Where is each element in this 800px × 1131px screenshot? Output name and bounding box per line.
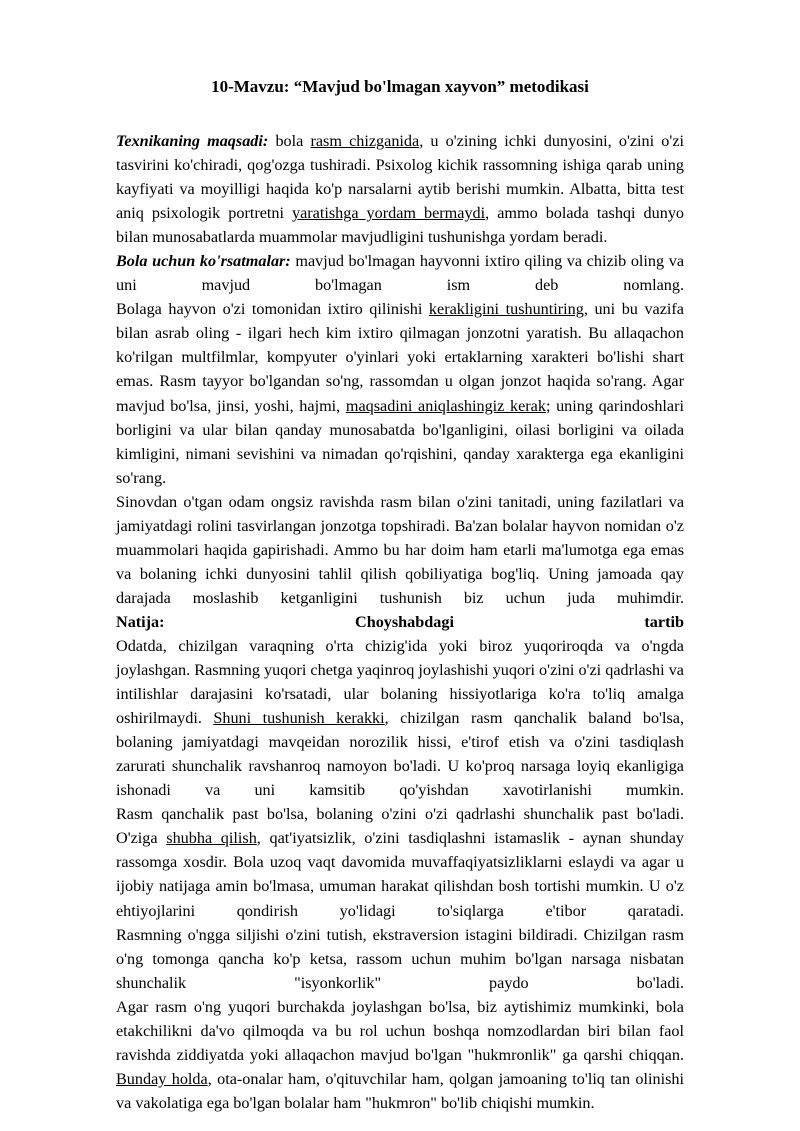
text-span: mavjud bo'lmagan hayvonni ixtiro qiling va chizib oling va uni mavjud bo'lmagan ism deb nomlang. xyxy=(116,252,684,295)
text-span: , chizilgan rasm qanchalik baland bo'lsa, bolaning jamiyatdagi mavqeidan norozilik hissi, e'tirof etish va o'zini tasdiqlash zarurati shunchalik ravshanroq namoyon bo'ladi. U ko'proq narsaga loyiq ekanligiga ishonadi va uni kamsitib qo'yishdan xavotirlanishi mumkin. xyxy=(116,709,684,800)
text-span: , ota-onalar ham, o'qituvchilar ham, qolgan jamoaning to'liq tan olinishi va vakolatiga ega bo'lgan bolalar ham "hukmron" bo'lib chiqishi mumkin. xyxy=(116,1069,684,1112)
paragraph-tested-person xyxy=(116,490,684,610)
text-span: Agar rasm o'ng yuqori burchakda joylashgan bo'lsa, biz aytishimiz mumkinki, bola etakchilikni da'vo qilmoqda va bu rol uchun boshqa nomzodlardan biri bilan faol ravishda ziddiyatda yoki allaqachon mavjud bo'lgan "hukmronlik" ga qarshi chiqqan. xyxy=(116,997,684,1064)
paragraph-technique-goal xyxy=(116,129,684,249)
underlined-phrase: rasm chizganida xyxy=(310,132,420,150)
text-span: Rasmning o'ngga siljishi o'zini tutish, ekstraversion istagini bildiradi. Chizilgan rasm o'ng tomonga qancha ko'p ketsa, rassom uchun muhim bo'lgan narsaga nisbatan shunchalik "isyonkorlik" paydo bo'ladi. xyxy=(116,925,684,992)
underlined-phrase: Bunday holda xyxy=(116,1069,208,1088)
text-span: Odatda, chizilgan varaqning o'rta chizig'ida yoki biroz yuqoriroqda va o'ngda joylashgan. Rasmning yuqori chetga yaqinroq joylashishi yuqori o'zini o'zi qadrlashi va intilishlar darajasini ko'rsatadi, ular bolaning hissiyotlariga ko'ra to'liq amalga oshirilmaydi. xyxy=(116,636,684,728)
text-span: bola xyxy=(268,132,311,150)
text-span: Rasm qanchalik past bo'lsa, bolaning o'zini o'zi qadrlashi shunchalik past bo'ladi. O'ziga xyxy=(116,805,684,848)
paragraph-child-instructions xyxy=(116,249,684,297)
page-title: 10-Mavzu: “Mavjud bo'lmagan xayvon” metodikasi xyxy=(211,77,589,96)
underlined-phrase: Shuni tushunish kerakki xyxy=(213,709,385,728)
text-span: , qat'iyatsizlik, o'zini tasdiqlashni istamaslik - aynan shunday rassomga xosdir. Bola uzoq vaqt davomida muvaffaqiyatsizliklarni eslaydi va agar u ijobiy natijaga amin bo'lmasa, umuman harakat qilishdan bosh tortishi mumkin. U o'z ehtiyojlarini qondirish yo'lidagi to'siqlarga e'tibor qaratadi. xyxy=(116,829,684,920)
paragraph-explain xyxy=(116,297,684,489)
underlined-phrase: maqsadini aniqlashingiz kerak xyxy=(345,396,546,415)
heading-word: Natija: xyxy=(116,612,165,631)
paragraph-placement xyxy=(116,634,684,802)
text-span: , u o'zining ichki dunyosini, o'zini o'zi tasvirini ko'chiradi, qog'ozga tushiradi. Psixolog kichik rassomning ishiga qarab uning kayfiyati va moyilligi haqida ko'p narsalarni aytib berishi mumkin. Albatta, bitta test aniq psixologik portretni xyxy=(116,132,684,223)
paragraph-upper-right xyxy=(116,995,684,1115)
section-heading-result xyxy=(116,610,684,634)
underlined-phrase: shubha qilish xyxy=(166,829,257,848)
heading-word: tartib xyxy=(644,612,684,631)
underlined-phrase: kerakligini tushuntiring xyxy=(428,300,584,319)
text-span: , uni bu vazifa bilan asrab oling - ilgari hech kim ixtiro qilmagan jonzotni yaratish. Bu allaqachon ko'rilgan multfilmlar, kompyuter o'yinlari yoki ertaklarning xarakteri bo'lishi shart emas. Rasm tayyor bo'lgandan so'ng, rassomdan u olgan jonzot haqida so'rang. Agar mavjud bo'lsa, jinsi, yoshi, hajmi, xyxy=(116,300,684,415)
text-span: Sinovdan o'tgan odam ongsiz ravishda rasm bilan o'zini tanitadi, uning fazilatlari va jamiyatdagi rolini tasvirlangan jonzotga topshiradi. Ba'zan bolalar hayvon nomidan o'z muammolari haqida gapirishadi. Ammo bu har doim ham etarli ma'lumotga ega emas va bolaning ichki dunyosini tahlil qilish qobiliyatiga bog'liq. Uning jamoada qay darajada moslashib ketganligini tushunish biz uchun juda muhimdir. xyxy=(116,492,684,607)
text-span: , ammo bolada tashqi dunyo bilan munosabatlarda muammolar mavjudligini tushunishga yordam beradi. xyxy=(116,204,685,247)
text-span: ; uning qarindoshlari borligini va ular bilan qanday munosabatda bo'lganligini, oilasi borligini va oilada kimligini, nimani sevishini va nimadan qo'rqishini, qanday xarakterga ega ekanligini so'rang. xyxy=(116,396,684,487)
technique-goal-label: Texnikaning maqsadi: xyxy=(116,132,269,150)
child-instructions-label: Bola uchun ko'rsatmalar: xyxy=(116,252,291,271)
underlined-phrase: yaratishga yordam bermaydi xyxy=(292,204,486,223)
paragraph-right-shift xyxy=(116,923,684,995)
heading-word: Choyshabdagi xyxy=(355,612,454,631)
text-span: Bolaga hayvon o'zi tomonidan ixtiro qilinishi xyxy=(116,300,429,319)
document-body xyxy=(116,129,684,1115)
paragraph-low-placement xyxy=(116,802,684,922)
